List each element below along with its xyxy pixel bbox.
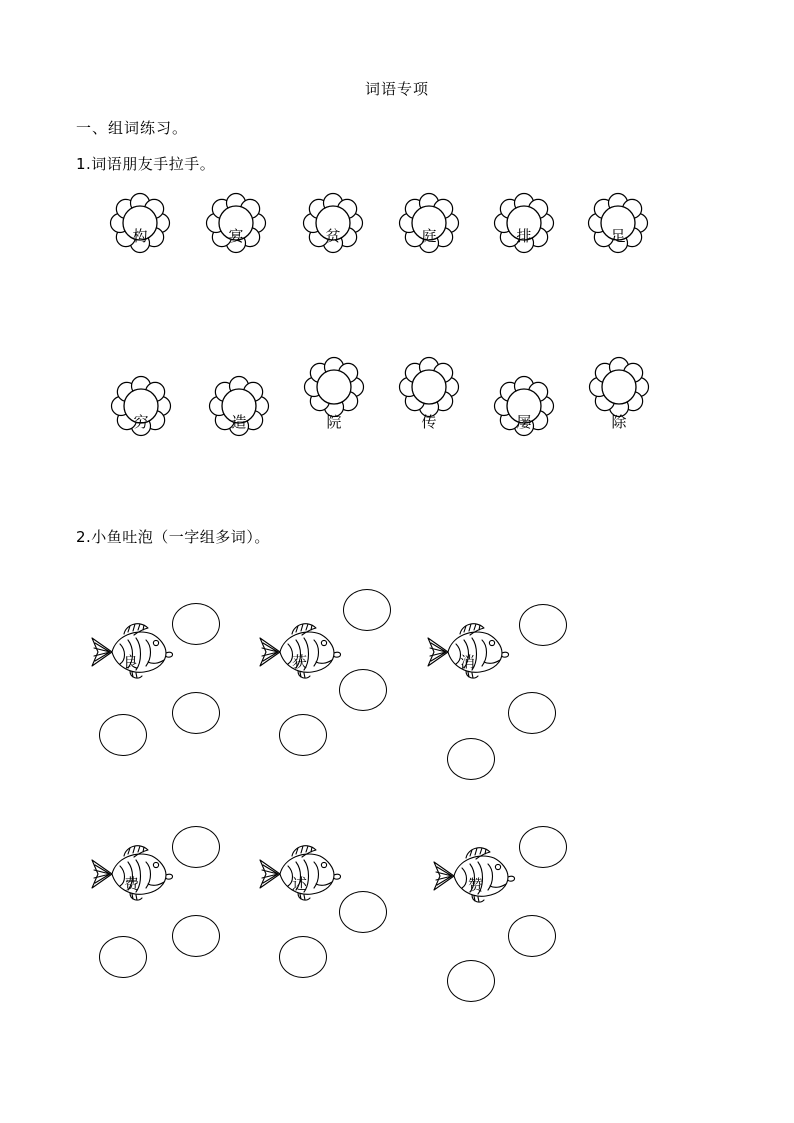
question-2-label: 2.小鱼吐泡（一字组多词）。 (76, 528, 270, 546)
flower-char: 屡 (516, 413, 532, 431)
flower-char: 传 (421, 413, 437, 431)
flower-item (396, 190, 462, 256)
answer-bubble[interactable] (99, 714, 147, 756)
fish-char: 赞 (468, 876, 484, 894)
question-1-label: 1.词语朋友手拉手。 (76, 155, 216, 173)
flower-item (206, 373, 272, 439)
flower-char: 构 (132, 227, 148, 245)
fish-icon (428, 840, 518, 908)
fish-icon (254, 838, 344, 906)
answer-bubble[interactable] (508, 915, 556, 957)
flower-item (203, 190, 269, 256)
fish-icon (254, 616, 344, 684)
answer-bubble[interactable] (279, 936, 327, 978)
answer-bubble[interactable] (172, 692, 220, 734)
answer-bubble[interactable] (519, 826, 567, 868)
flower-item (585, 190, 651, 256)
section-heading: 一、组词练习。 (76, 119, 189, 137)
flower-char: 造 (231, 413, 247, 431)
flower-char: 穷 (133, 413, 149, 431)
answer-bubble[interactable] (339, 669, 387, 711)
answer-bubble[interactable] (172, 826, 220, 868)
fish-char: 述 (292, 875, 308, 893)
fish-char: 费 (124, 875, 140, 893)
flower-char: 排 (516, 227, 532, 245)
fish-icon (422, 616, 512, 684)
flower-item (491, 373, 557, 439)
flower-item (300, 190, 366, 256)
flower-char: 贫 (325, 227, 341, 245)
answer-bubble[interactable] (519, 604, 567, 646)
flower-char: 除 (611, 413, 627, 431)
flower-char: 院 (326, 413, 342, 431)
answer-bubble[interactable] (339, 891, 387, 933)
fish-char: 获 (292, 653, 308, 671)
page-title: 词语专项 (364, 80, 429, 98)
flower-item (491, 190, 557, 256)
answer-bubble[interactable] (508, 692, 556, 734)
flower-item (108, 373, 174, 439)
answer-bubble[interactable] (447, 738, 495, 780)
fish-icon (86, 838, 176, 906)
answer-bubble[interactable] (172, 915, 220, 957)
answer-bubble[interactable] (279, 714, 327, 756)
flower-char: 足 (610, 227, 626, 245)
flower-item (301, 354, 367, 431)
flower-item (107, 190, 173, 256)
answer-bubble[interactable] (172, 603, 220, 645)
answer-bubble[interactable] (343, 589, 391, 631)
fish-char: 消 (460, 653, 476, 671)
flower-char: 宴 (228, 227, 244, 245)
flower-char: 庭 (421, 227, 437, 245)
fish-char: 良 (123, 653, 139, 671)
answer-bubble[interactable] (447, 960, 495, 1002)
flower-item (396, 354, 462, 431)
flower-item (586, 354, 652, 431)
answer-bubble[interactable] (99, 936, 147, 978)
fish-icon (86, 616, 176, 684)
